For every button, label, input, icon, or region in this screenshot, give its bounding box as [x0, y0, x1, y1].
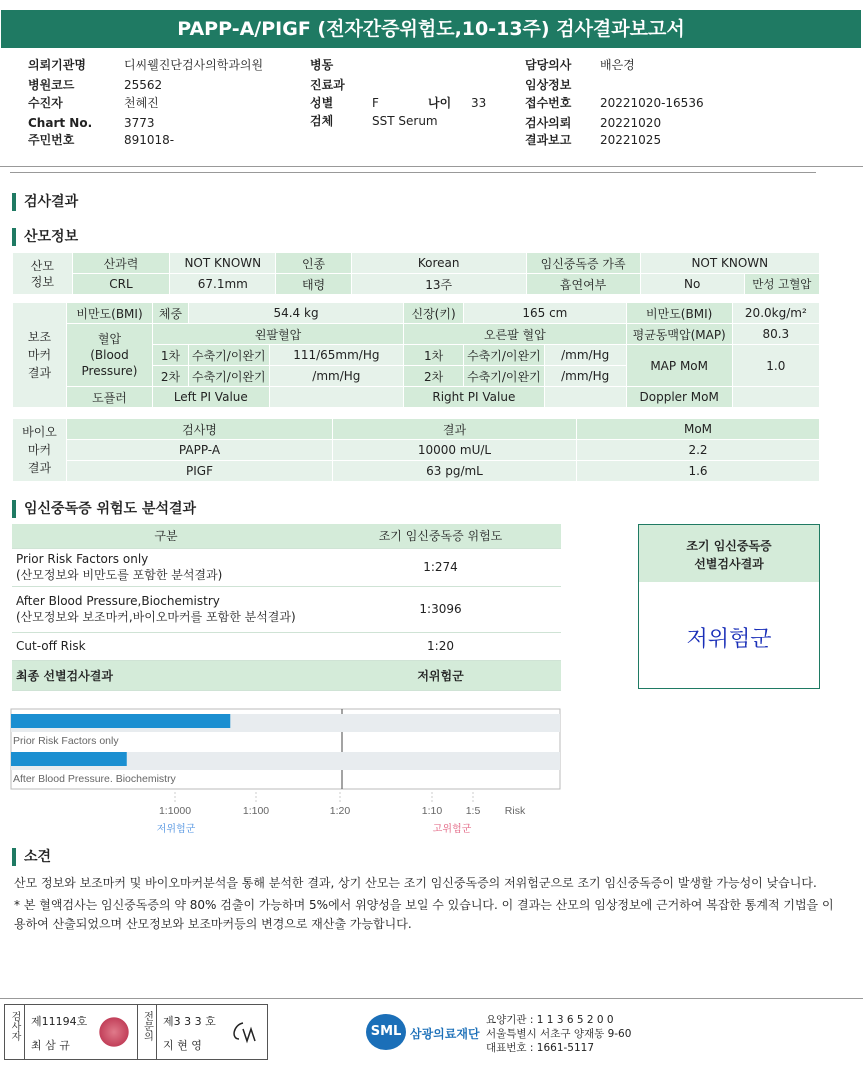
info-value: 3773: [124, 116, 155, 130]
cell: 1차: [404, 345, 464, 366]
specialist-label: [137, 1005, 157, 1059]
verifier-label: [5, 1005, 25, 1059]
cell: 태령: [276, 274, 351, 295]
info-value: 891018-: [124, 133, 175, 147]
cell: 도플러: [67, 387, 153, 408]
info-label: 결과보고: [525, 133, 572, 147]
info-value: 20221025: [600, 133, 662, 147]
logo-icon: SML: [366, 1014, 406, 1050]
risk-value: 저위험군: [320, 660, 561, 690]
tick-label: 1:5: [465, 805, 481, 817]
bar-label: Prior Risk Factors only: [13, 735, 119, 747]
final-title: 조기 임신중독증 선별검사결과: [639, 525, 819, 582]
cell: 80.3: [732, 324, 819, 345]
section-maternal: 산모정보: [12, 228, 78, 246]
info-label: 검사의뢰: [525, 116, 572, 130]
info-label: 임상정보: [525, 78, 572, 92]
cell: No: [640, 274, 744, 295]
cell: 임신중독증 가족: [526, 253, 640, 274]
cell: 1.0: [732, 345, 819, 387]
maternal-table: [12, 252, 820, 295]
risk-value: 1:3096: [320, 586, 561, 632]
cell: 체중: [153, 303, 189, 324]
cell: 산과력: [72, 253, 169, 274]
risk-label: Prior Risk Factors only: [16, 552, 149, 566]
section-result: 검사결과: [12, 193, 78, 211]
signature-icon: [225, 1017, 263, 1047]
bar-label: After Blood Pressure. Biochemistry: [13, 773, 176, 785]
specialist-text: 전문의: [141, 1011, 153, 1041]
group-label: 산모 정보: [13, 253, 73, 295]
cell: 165 cm: [464, 303, 627, 324]
cell: 신장(키): [404, 303, 464, 324]
risk-label: 최종 선별검사결과: [12, 660, 320, 690]
cell: 구분: [12, 524, 320, 548]
cell: PAPP-A: [67, 440, 333, 461]
verifier-text: 검사자: [9, 1011, 20, 1041]
tick-label: 1:10: [421, 805, 443, 817]
cell: Doppler MoM: [626, 387, 732, 408]
cell: 인종: [276, 253, 351, 274]
tick-label: 1:20: [329, 805, 351, 817]
cell: 54.4 kg: [189, 303, 404, 324]
cell: 10000 mU/L: [333, 440, 577, 461]
info-value: 디씨웰진단검사의학과의원: [124, 58, 264, 72]
tick-label: 1:1000: [158, 805, 192, 817]
cell: 2.2: [577, 440, 820, 461]
risk-sub: (산모정보와 보조마커,바이오마커를 포함한 분석결과): [16, 610, 296, 624]
info-value: 20221020: [600, 116, 662, 130]
org-info-1: 요양기관 : 1 1 3 6 5 2 0 0: [486, 1014, 614, 1026]
cell: 만성 고혈압: [744, 274, 819, 295]
final-result-box: [638, 524, 820, 689]
risk-sub: (산모정보와 비만도를 포함한 분석결과): [16, 568, 223, 582]
info-label: 병동: [310, 58, 334, 72]
info-label: 주민번호: [28, 133, 75, 147]
cell: 13주: [351, 274, 526, 295]
age-label: 나이: [428, 96, 452, 110]
high-risk-label: 고위험군: [432, 824, 472, 835]
risk-value: 1:20: [320, 632, 561, 660]
info-value: SST Serum: [372, 114, 438, 128]
age-value: 33: [471, 96, 487, 110]
opinion-text-1: 산모 정보와 보조마커 및 바이오마커분석을 통해 분석한 결과, 상기 산모는 조기 임신중독증의 저위험군으로 조기 임신중독증이 발생할 가능성이 낮습니다.: [14, 876, 817, 890]
cell: MAP MoM: [626, 345, 732, 387]
risk-value: 1:274: [320, 548, 561, 586]
risk-chart: [0, 700, 863, 840]
signature-box: [4, 1004, 268, 1060]
low-risk-label: 저위험군: [156, 824, 196, 835]
org-info-3: 대표번호 : 1661-5117: [486, 1042, 595, 1054]
cell: /mm/Hg: [269, 366, 403, 387]
cell: [544, 387, 626, 408]
cell: Right PI Value: [404, 387, 545, 408]
info-value: F: [372, 96, 379, 110]
report-title: PAPP-A/PIGF (전자간증위험도,10-13주) 검사결과보고서: [1, 10, 861, 48]
org-info: [486, 1013, 631, 1055]
cell: 검사명: [67, 419, 333, 440]
tick-label: Risk: [504, 805, 526, 817]
final-value: 저위험군: [686, 627, 772, 652]
cell: 비만도(BMI): [67, 303, 153, 324]
license-1: 제11194호: [31, 1015, 88, 1028]
cell: 63 pg/mL: [333, 461, 577, 482]
risk-bar: [11, 752, 127, 766]
bio-marker-table: [12, 418, 820, 482]
org-info-2: 서울특별시 서초구 양재동 9-60: [486, 1028, 632, 1040]
divider: [10, 172, 816, 173]
info-label: 담당의사: [525, 58, 572, 72]
cell: 1.6: [577, 461, 820, 482]
cell: 결과: [333, 419, 577, 440]
risk-table: [12, 524, 561, 691]
cell: 67.1mm: [170, 274, 276, 295]
risk-label: Cut-off Risk: [12, 632, 320, 660]
cell: /mm/Hg: [544, 345, 626, 366]
divider: [0, 998, 863, 999]
cell: 111/65mm/Hg: [269, 345, 403, 366]
cell: /mm/Hg: [544, 366, 626, 387]
info-value: 천혜진: [124, 96, 159, 110]
info-value: 25562: [124, 78, 163, 92]
info-label: 접수번호: [525, 96, 572, 110]
cell: 20.0kg/m²: [732, 303, 819, 324]
cell: 2차: [404, 366, 464, 387]
cell: NOT KNOWN: [170, 253, 276, 274]
info-label: 병원코드: [28, 78, 75, 92]
risk-bar: [11, 714, 230, 728]
cell: 혈압 (Blood Pressure): [67, 324, 153, 387]
cell: 왼팔혈압: [153, 324, 404, 345]
cell: [732, 387, 819, 408]
name-2: 지 현 영: [163, 1039, 202, 1052]
cell: 흡연여부: [526, 274, 640, 295]
cell: 2차: [153, 366, 189, 387]
cell: Korean: [351, 253, 526, 274]
cell: 수축기/이완기: [189, 345, 270, 366]
cell: CRL: [72, 274, 169, 295]
group-label: 보조 마커 결과: [13, 303, 67, 408]
divider: [0, 166, 863, 167]
cell: 수축기/이완기: [189, 366, 270, 387]
info-label: 검체: [310, 114, 334, 128]
info-label: 성별: [310, 96, 334, 110]
cell: NOT KNOWN: [640, 253, 819, 274]
cell: [269, 387, 403, 408]
info-label: Chart No.: [28, 116, 93, 130]
tick-label: 1:100: [242, 805, 270, 817]
group-label: 바이오 마커 결과: [13, 419, 67, 482]
license-2: 제3 3 3 호: [163, 1015, 216, 1028]
opinion-text-2: * 본 혈액검사는 임신중독증의 약 80% 검출이 가능하며 5%에서 위양성을 보일 수 있습니다. 이 결과는 산모의 임상정보에 근거하여 복잡한 통계적 기법을 이용하여 산출되었으며 산모정보와 보조마커등의 변경으로 재산출 가능합니다.: [14, 898, 834, 931]
cell: 오른팔 혈압: [404, 324, 627, 345]
risk-label: After Blood Pressure,Biochemistry: [16, 594, 220, 608]
aux-marker-table: [12, 302, 820, 408]
section-risk: 임신중독증 위험도 분석결과: [12, 500, 196, 518]
info-label: 진료과: [310, 78, 345, 92]
cell: 수축기/이완기: [464, 366, 545, 387]
org-name: 삼광의료재단: [410, 1027, 480, 1041]
info-value: 배은경: [600, 58, 635, 72]
info-value: 20221020-16536: [600, 96, 704, 110]
seal-stamp: [97, 1015, 131, 1049]
cell: MoM: [577, 419, 820, 440]
section-opinion: 소견: [12, 848, 51, 866]
cell: 1차: [153, 345, 189, 366]
cell: 비만도(BMI): [626, 303, 732, 324]
cell: 수축기/이완기: [464, 345, 545, 366]
cell: PIGF: [67, 461, 333, 482]
cell: Left PI Value: [153, 387, 270, 408]
cell: 조기 임신중독증 위험도: [320, 524, 561, 548]
info-label: 의뢰기관명: [28, 58, 86, 72]
cell: 평균동맥압(MAP): [626, 324, 732, 345]
name-1: 최 삼 규: [31, 1039, 70, 1052]
info-label: 수진자: [28, 96, 63, 110]
